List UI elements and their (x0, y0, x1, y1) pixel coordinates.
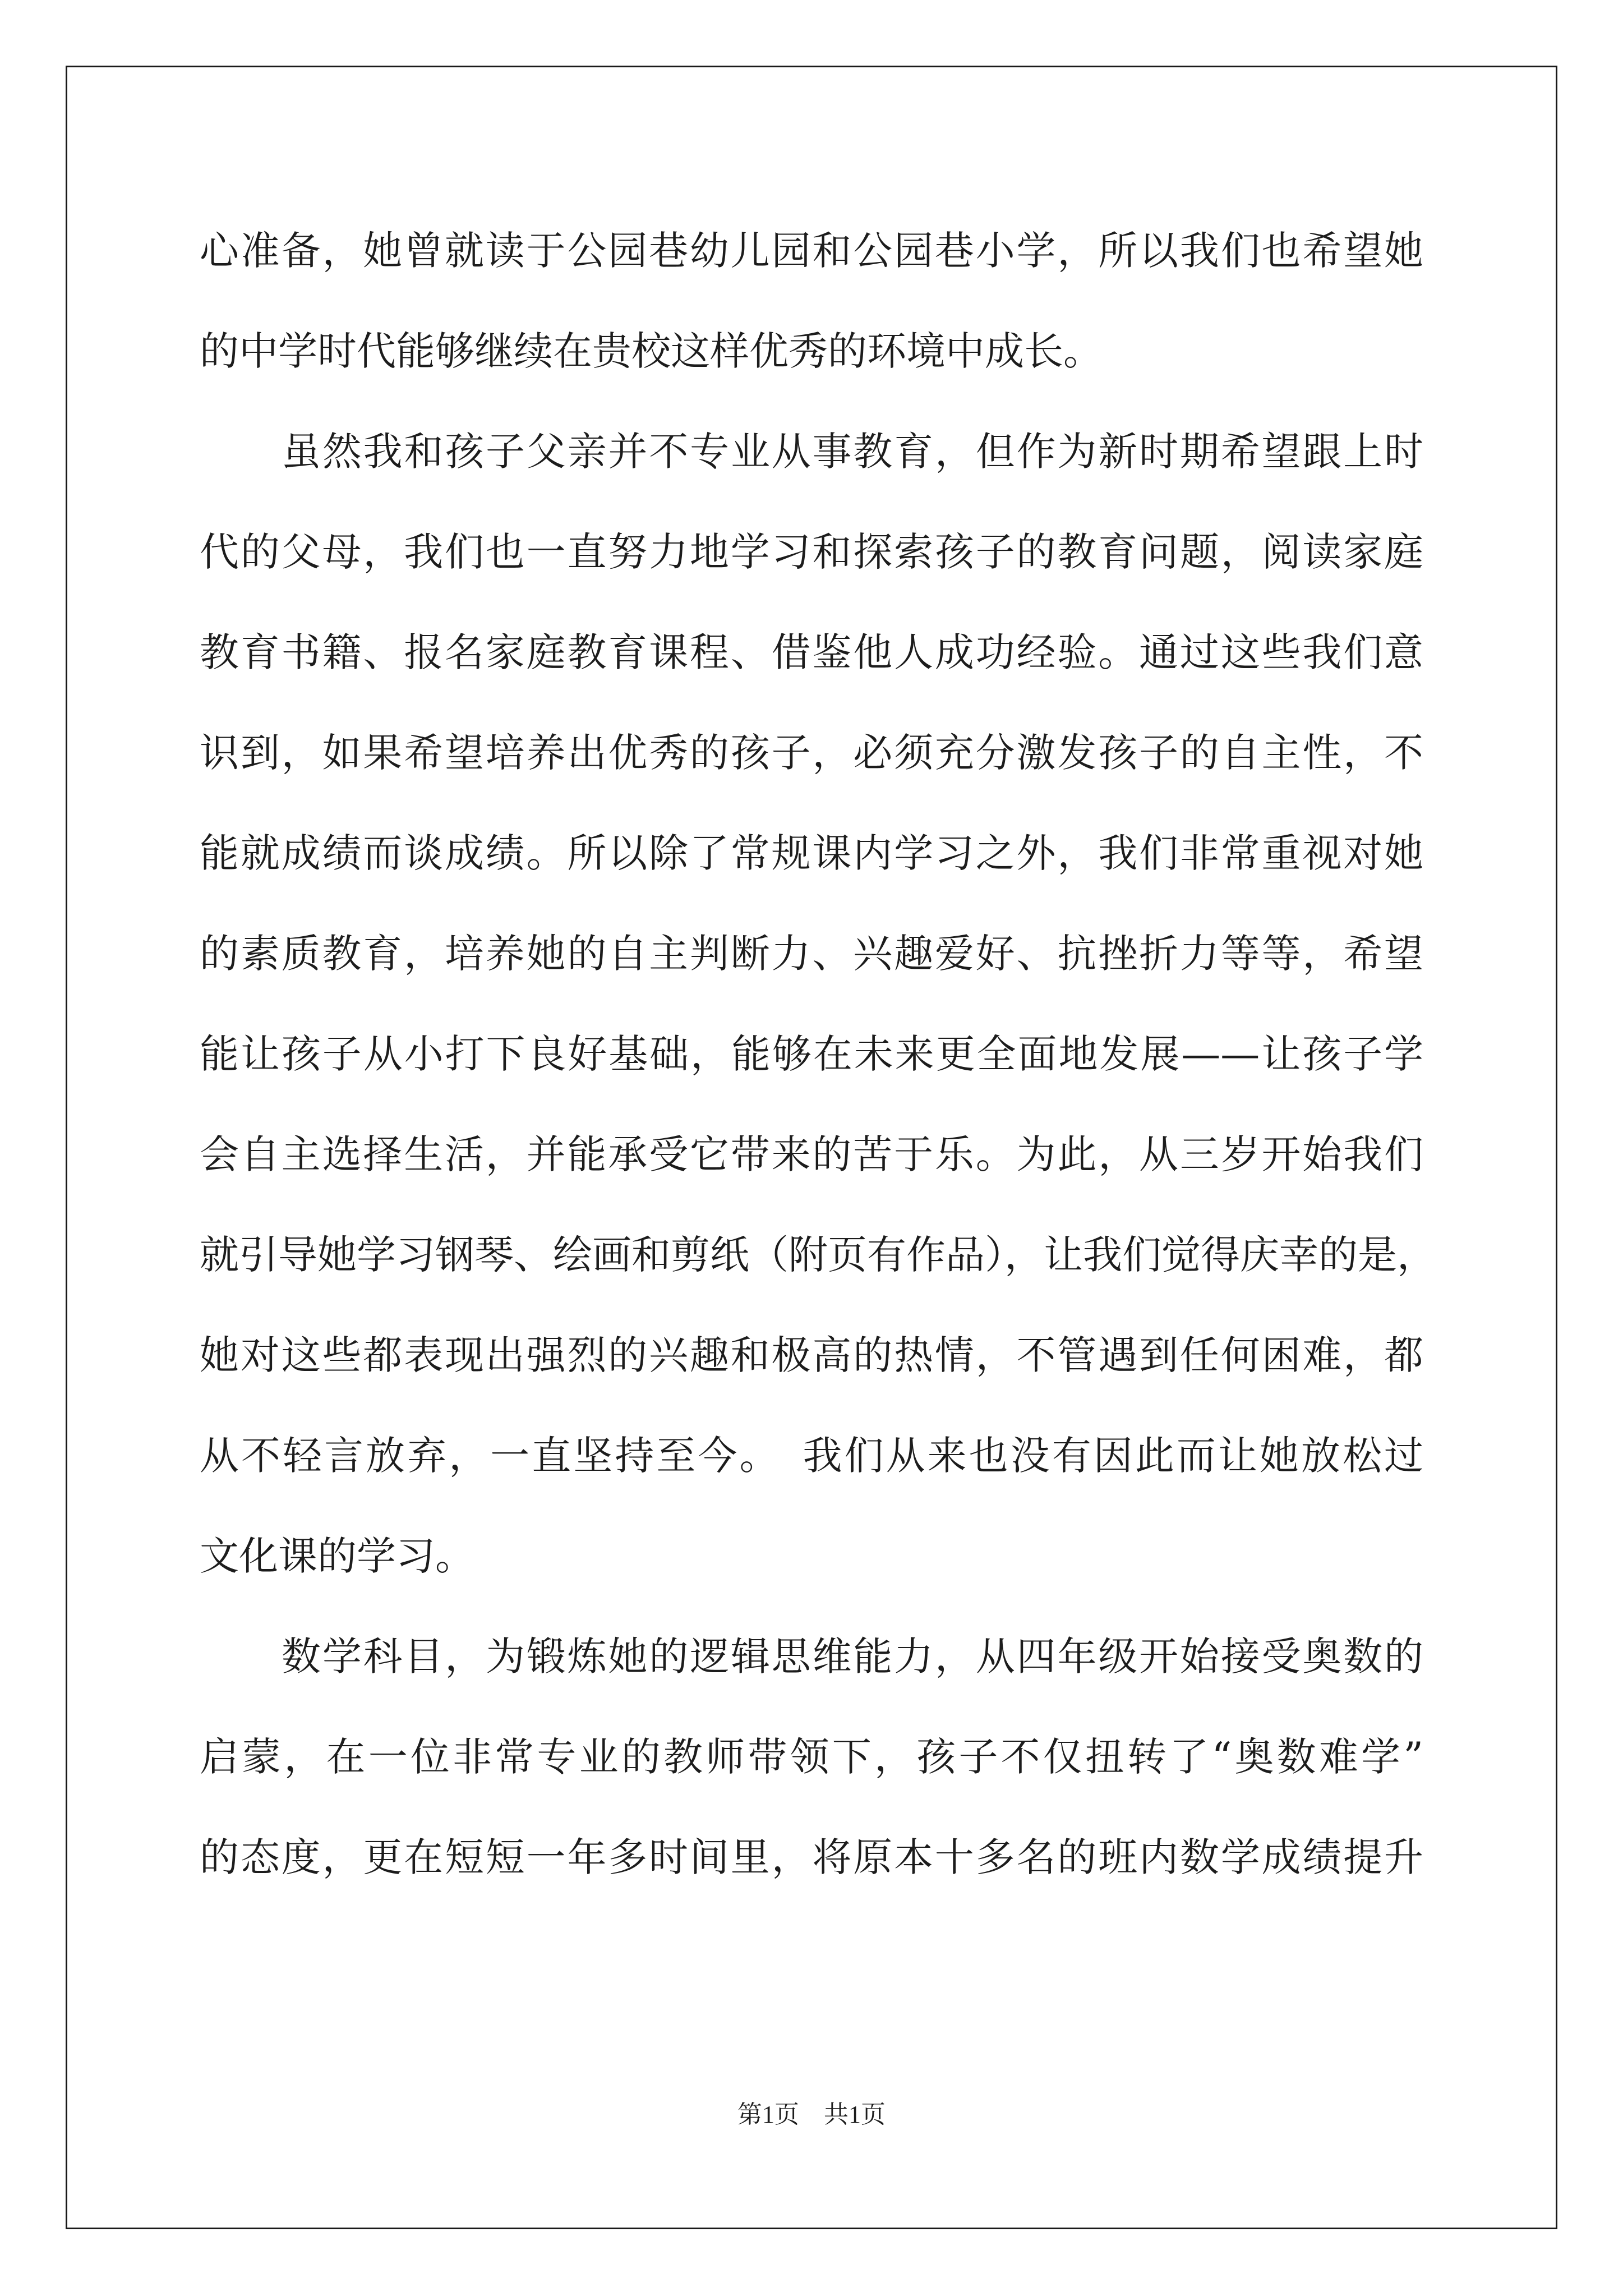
text-line: 文化课的学习。 (200, 1533, 474, 1579)
text-line: 的态度，更在短短一年多时间里，将原本十多名的班内数学成绩提升 (200, 1834, 1423, 1880)
page-footer: 第1页 共1页 (737, 2101, 886, 2128)
text-line: 从不轻言放弃，一直坚持至今。 我们从来也没有因此而让她放松过 (200, 1433, 1423, 1479)
text-line: 代的父母，我们也一直努力地学习和探索孩子的教育问题，阅读家庭 (200, 529, 1423, 575)
text-line: 虽然我和孩子父亲并不专业从事教育，但作为新时期希望跟上时 (282, 429, 1423, 475)
text-line: 的素质教育，培养她的自主判断力、兴趣爱好、抗挫折力等等，希望 (200, 931, 1423, 977)
text-line: 识到，如果希望培养出优秀的孩子，必须充分激发孩子的自主性，不 (200, 730, 1423, 776)
document-body (200, 220, 1436, 1927)
text-line: 能让孩子从小打下良好基础，能够在未来更全面地发展——让孩子学 (200, 1031, 1423, 1077)
text-line: 她对这些都表现出强烈的兴趣和极高的热情，不管遇到任何困难，都 (200, 1332, 1423, 1378)
text-line: 就引导她学习钢琴、绘画和剪纸（附页有作品），让我们觉得庆幸的是， (200, 1232, 1436, 1278)
text-line: 能就成绩而谈成绩。所以除了常规课内学习之外，我们非常重视对她 (200, 830, 1423, 876)
text-line: 启蒙，在一位非常专业的教师带领下，孩子不仅扭转了“奥数难学” (200, 1734, 1423, 1780)
text-line: 教育书籍、报名家庭教育课程、借鉴他人成功经验。通过这些我们意 (200, 629, 1423, 675)
text-line: 数学科目，为锻炼她的逻辑思维能力，从四年级开始接受奥数的 (282, 1634, 1423, 1680)
text-line: 的中学时代能够继续在贵校这样优秀的环境中成长。 (200, 328, 1103, 374)
text-line: 会自主选择生活，并能承受它带来的苦于乐。为此，从三岁开始我们 (200, 1131, 1423, 1177)
text-line: 心准备，她曾就读于公园巷幼儿园和公园巷小学，所以我们也希望她 (200, 228, 1423, 274)
